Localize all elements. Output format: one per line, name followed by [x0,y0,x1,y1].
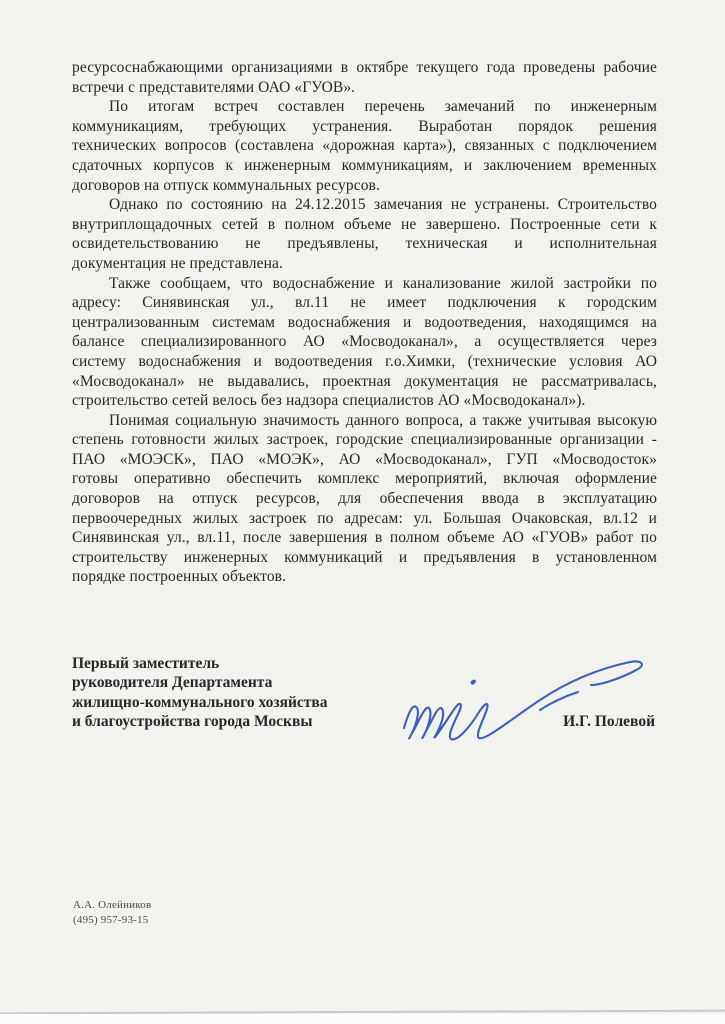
paragraph-line: систему водоснабжения и водоотведения г.о.Химки, (технические условия АО [72,352,657,370]
paragraph-line: По итогам встреч составлен перечень замечаний по инженерным [109,98,657,116]
paragraph-line: договоров на отпуск коммунальных ресурсов. [72,176,380,194]
signoff-block [72,654,657,732]
paragraph-line: ресурсоснабжающими организациями в октябре текущего года проведены рабочие [72,59,657,76]
paragraph-line: степень готовности жилых застроек, городские специализированные организации - [72,431,657,449]
contact-footer [73,898,151,928]
paragraph-line: первоочередных жилых застроек по адресам: ул. Большая Очаковская, вл.12 и [72,509,657,527]
signoff-title-line: руководителя Департамента [72,674,273,692]
contact-name: А.А. Олейников [73,899,152,911]
paragraph-line: адресу: Синявинская ул., вл.11 не имеет подключения к городским [72,294,657,312]
paragraph-line: готовы оперативно обеспечить комплекс мероприятий, включая оформление [72,470,657,488]
paragraph-line: строительству инженерных коммуникаций и предъявления в установленном [72,548,657,566]
paragraph-line: Синявинская ул., вл.11, после завершения в полном объеме АО «ГУОВ» работ по [72,529,657,547]
paragraph-line: внутриплощадочных сетей в полном объеме не завершено. Построенные сети к [72,215,657,233]
paragraph-line: строительство сетей велось без надзора специалистов АО «Мосводоканал»). [72,392,586,410]
contact-phone: (495) 957-93-15 [73,914,149,926]
paragraph-line: порядке построенных объектов. [72,568,287,586]
paragraph-line: Однако по состоянию на 24.12.2015 замечания не устранены. Строительство [109,196,657,214]
paragraph-line: встречи с представителями ОАО «ГУОВ». [72,78,356,96]
paragraph-line: централизованным системам водоснабжения и водоотведения, находящимся на [72,313,657,331]
paragraph-line: балансе специализированного АО «Мосводоканал», а осуществляется через [72,333,657,351]
paragraph-line: коммуникациям, требующих устранения. Выработан порядок решения [72,117,657,135]
paragraph-line: документация не представлена. [72,254,283,272]
signoff-name: И.Г. Полевой [563,713,655,731]
paragraph-line: договоров на отпуск ресурсов, для обеспечения ввода в эксплуатацию [72,490,657,508]
paragraph-line: Понимая социальную значимость данного вопроса, а также учитывая высокую [109,411,657,429]
signoff-title-line: и благоустройства города Москвы [72,713,313,731]
paragraph-line: технических вопросов (составлена «дорожная карта»), связанных с подключением [72,137,657,155]
signoff-title-line: Первый заместитель [72,655,220,672]
signoff-title [72,654,402,732]
paragraph-line: Также сообщаем, что водоснабжение и канализование жилой застройки по [109,274,657,292]
paragraph-line: «Мосводоканал» не выдавались, проектная документация не рассматривалась, [72,372,657,390]
paragraph-line: ПАО «МОЭСК», ПАО «МОЭК», АО «Мосводоканал», ГУП «Мосводосток» [72,450,657,468]
letter-body [72,58,657,587]
scan-bottom-margin [0,1014,725,1024]
paragraph-line: освидетельствованию не предъявлены, техническая и исполнительная [72,235,657,253]
paragraph-line: сдаточных корпусов к инженерным коммуникациям, и заключением временных [72,156,657,174]
signoff-title-line: жилищно-коммунального хозяйства [72,693,328,711]
